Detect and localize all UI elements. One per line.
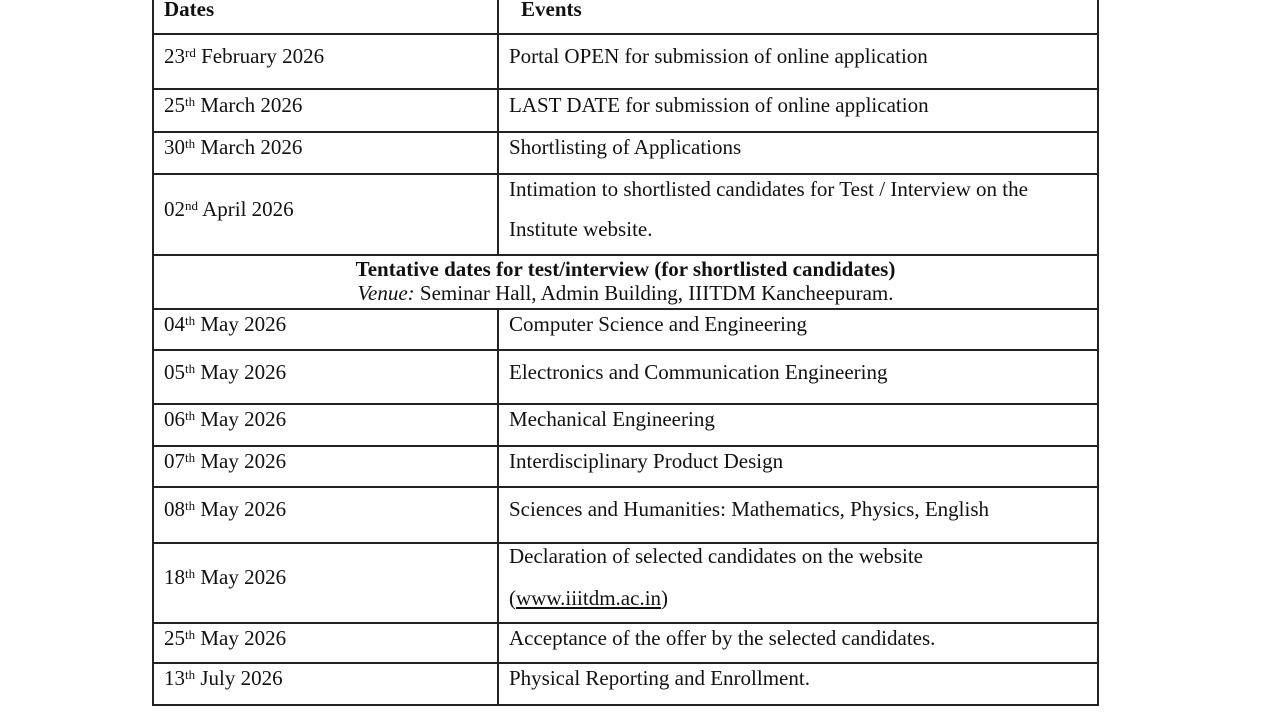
date-cell: 13th July 2026 xyxy=(164,666,283,690)
event-cell: Acceptance of the offer by the selected candidates. xyxy=(509,626,936,650)
row-divider xyxy=(152,308,1099,310)
column-divider xyxy=(497,309,499,706)
interview-banner xyxy=(152,256,1099,304)
row-divider xyxy=(152,662,1099,664)
row-divider xyxy=(152,33,1099,35)
date-cell: 04th May 2026 xyxy=(164,312,287,336)
date-cell: 02nd April 2026 xyxy=(164,197,294,221)
row-divider xyxy=(152,173,1099,175)
date-cell: 25th May 2026 xyxy=(164,626,287,650)
event-cell: Intimation to shortlisted candidates for Test / Interview on the xyxy=(509,177,1028,201)
date-cell: 07th May 2026 xyxy=(164,449,287,473)
row-divider xyxy=(152,88,1099,90)
event-cell-continued: Institute website. xyxy=(509,217,653,241)
table-bottom-border xyxy=(152,704,1099,706)
date-cell: 30th March 2026 xyxy=(164,135,303,159)
event-cell: Computer Science and Engineering xyxy=(509,312,807,336)
date-cell: 05th May 2026 xyxy=(164,360,287,384)
date-cell: 08th May 2026 xyxy=(164,497,287,521)
column-divider xyxy=(497,0,499,255)
banner-venue: Venue: Seminar Hall, Admin Building, IIITDM Kancheepuram. xyxy=(357,281,894,305)
date-cell: 06th May 2026 xyxy=(164,407,287,431)
event-cell-link-line: (www.iiitdm.ac.in) xyxy=(509,586,669,610)
row-divider xyxy=(152,486,1099,488)
row-divider xyxy=(152,131,1099,133)
event-cell: Physical Reporting and Enrollment. xyxy=(509,666,810,690)
event-cell: Shortlisting of Applications xyxy=(509,135,742,159)
table-left-border xyxy=(152,0,154,706)
banner-title: Tentative dates for test/interview (for shortlisted candidates) xyxy=(355,257,896,281)
event-cell: Electronics and Communication Engineering xyxy=(509,360,888,384)
date-cell: 18th May 2026 xyxy=(164,565,287,589)
header-events: Events xyxy=(521,0,582,21)
row-divider xyxy=(152,622,1099,624)
event-cell: Interdisciplinary Product Design xyxy=(509,449,784,473)
event-cell: LAST DATE for submission of online application xyxy=(509,93,929,117)
event-cell: Declaration of selected candidates on the website xyxy=(509,544,923,568)
event-cell: Sciences and Humanities: Mathematics, Physics, English xyxy=(509,497,990,521)
date-cell: 23rd February 2026 xyxy=(164,44,325,68)
date-cell: 25th March 2026 xyxy=(164,93,303,117)
event-cell: Portal OPEN for submission of online application xyxy=(509,44,928,68)
row-divider xyxy=(152,445,1099,447)
row-divider xyxy=(152,349,1099,351)
website-link[interactable]: www.iiitdm.ac.in xyxy=(516,586,662,610)
row-divider xyxy=(152,403,1099,405)
header-dates: Dates xyxy=(164,0,215,21)
table-right-border xyxy=(1097,0,1099,706)
event-cell: Mechanical Engineering xyxy=(509,407,715,431)
